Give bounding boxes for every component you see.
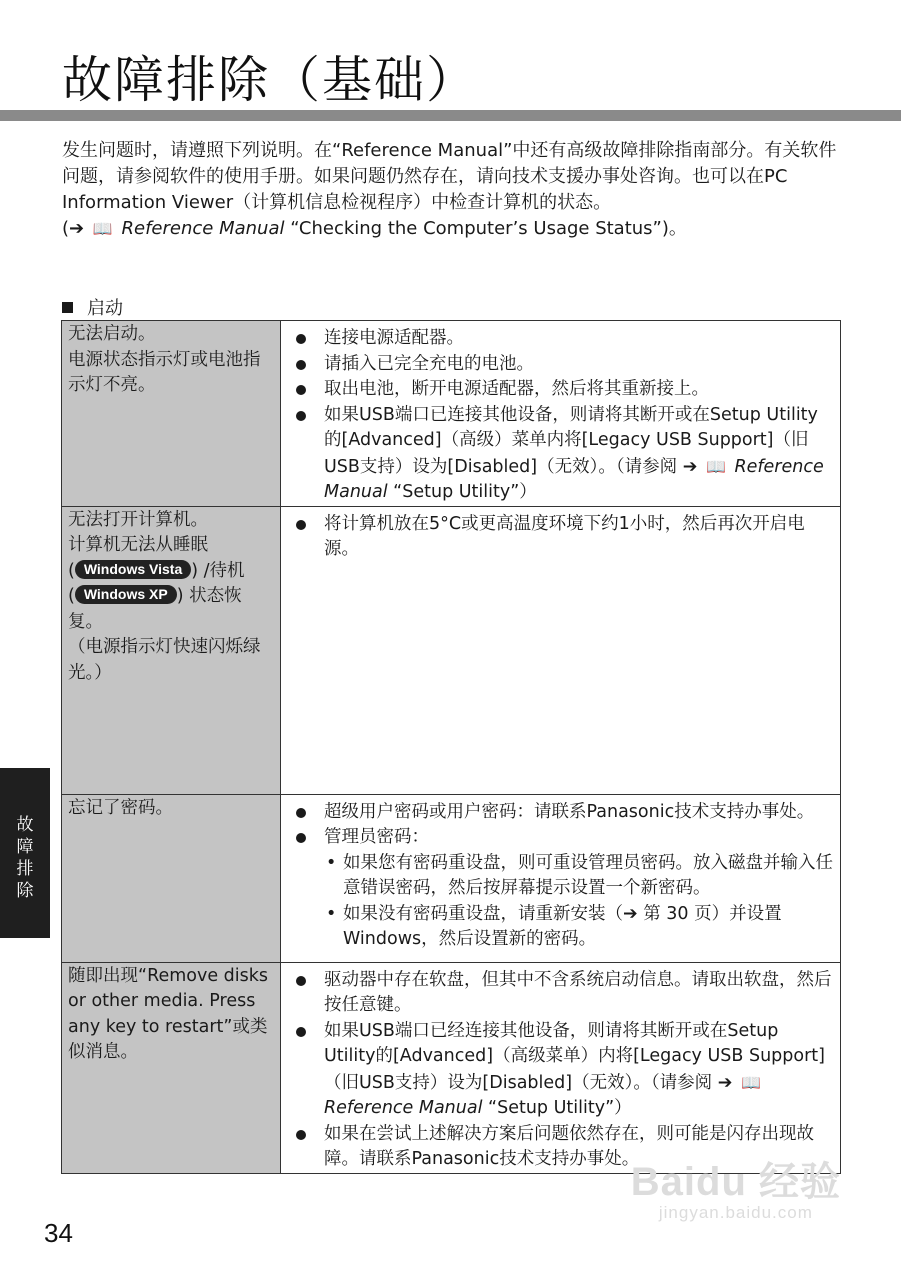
table-row xyxy=(62,794,841,962)
solution-list xyxy=(293,968,834,1173)
ref-topic: “Setup Utility”） xyxy=(393,482,537,502)
list-item xyxy=(293,403,834,506)
right-arrow-icon: ➔ xyxy=(682,456,698,477)
symptom-text: 电源状态指示灯或电池指示灯不亮。 xyxy=(68,349,261,395)
ref-manual-title: Reference Manual xyxy=(324,1098,483,1118)
list-item xyxy=(293,825,834,953)
solution-list xyxy=(293,512,834,563)
sub-list-item: • 如果没有密码重设盘，请重新安装（➔ 第 30 页）并设置Windows，然后设置新的密码。 xyxy=(324,902,834,953)
symptom-text: 忘记了密码。 xyxy=(68,797,173,818)
list-item: 将计算机放在5°C或更高温度环境下约1小时，然后再次开启电源。 xyxy=(293,512,834,563)
symptom-text: （电源指示灯快速闪烁绿光。） xyxy=(68,637,261,683)
intro-text: 发生问题时，请遵照下列说明。在“Reference Manual”中还有高级故障排除指南部分。有关软件问题，请参阅软件的使用手册。如果问题仍然存在，请向技术支援办事处咨询。也可以在PC Information Viewer（计算机信息检视程序）中检查计算机的状态。 xyxy=(62,140,837,213)
page-number: 34 xyxy=(44,1218,73,1248)
symptom-text: ) /待机 xyxy=(191,560,245,581)
symptom-text: ) 状态恢复。 xyxy=(68,586,242,632)
list-item: 请插入已完全充电的电池。 xyxy=(293,352,834,378)
symptom-text: 随即出现“Remove disks or other media. Press any key to restart”或类似消息。 xyxy=(68,965,268,1062)
book-icon: 📖 xyxy=(740,1072,761,1092)
solution-cell xyxy=(281,962,841,1173)
title-underline-bar xyxy=(0,110,901,121)
table-row xyxy=(62,321,841,507)
book-icon: 📖 xyxy=(705,456,726,476)
item-text: 管理员密码： xyxy=(324,827,429,847)
windows-vista-badge: Windows Vista xyxy=(75,560,191,579)
symptom-text: 无法打开计算机。 xyxy=(68,509,208,530)
table-row xyxy=(62,506,841,794)
symptom-text: 计算机无法从睡眠 xyxy=(68,535,208,555)
side-tab-char: 除 xyxy=(16,881,34,901)
ref-topic: “Checking the Computer’s Usage Status”)。 xyxy=(290,218,687,239)
solution-cell xyxy=(281,321,841,507)
book-icon: 📖 xyxy=(92,219,113,238)
sub-list xyxy=(324,851,834,953)
symptom-line: ( Windows Vista ) /待机 xyxy=(68,560,245,581)
windows-xp-badge: Windows XP xyxy=(75,585,177,604)
side-tab-char: 障 xyxy=(16,837,34,857)
list-item xyxy=(293,1019,834,1122)
solution-list xyxy=(293,800,834,953)
troubleshooting-table xyxy=(61,320,841,1174)
solution-list xyxy=(293,326,834,506)
list-item: 驱动器中存在软盘，但其中不含系统启动信息。请取出软盘，然后按任意键。 xyxy=(293,968,834,1019)
symptom-cell xyxy=(62,962,281,1173)
sub-list-item: • 如果您有密码重设盘，则可重设管理员密码。放入磁盘并输入任意错误密码，然后按屏幕提示设置一个新密码。 xyxy=(324,851,834,902)
item-text: 如果USB端口已连接其他设备，则请将其断开或在Setup Utility的[Advanced]（高级）菜单内将[Legacy USB Support]（旧USB支持）设为[Disabled]（无效）。（请参阅 xyxy=(324,404,818,477)
list-item: 如果在尝试上述解决方案后问题依然存在，则可能是闪存出现故障。请联系Panasonic技术支持办事处。 xyxy=(293,1122,834,1173)
page-title: 故障排除（基础） xyxy=(62,51,478,109)
intro-reference xyxy=(62,216,842,242)
list-item: 连接电源适配器。 xyxy=(293,326,834,352)
square-bullet-icon xyxy=(62,302,73,313)
symptom-text: 无法启动。 xyxy=(68,324,156,344)
watermark-brand: Baidu 经验 xyxy=(630,1160,841,1204)
symptom-cell xyxy=(62,794,281,962)
item-text: 如果USB端口已经连接其他设备，则请将其断开或在Setup Utility的[Advanced]（高级菜单）内将[Legacy USB Support]（旧USB支持）设为[Disabled]（无效）。（请参阅 xyxy=(324,1020,825,1093)
ref-manual-title: Reference Manual xyxy=(121,218,285,239)
side-tab-char: 故 xyxy=(16,815,34,835)
list-item: 超级用户密码或用户密码：请联系Panasonic技术支持办事处。 xyxy=(293,800,834,826)
symptom-line: ( Windows XP ) 状态恢复。 xyxy=(68,586,242,632)
right-arrow-icon: ➔ xyxy=(717,1072,733,1093)
watermark-url: jingyan.baidu.com xyxy=(658,1203,813,1222)
side-tab-char: 排 xyxy=(16,859,34,879)
solution-cell xyxy=(281,794,841,962)
list-item: 取出电池，断开电源适配器，然后将其重新接上。 xyxy=(293,377,834,403)
solution-cell xyxy=(281,506,841,794)
ref-arrow: (➔ xyxy=(62,218,85,239)
side-chapter-tab xyxy=(0,768,50,938)
ref-manual-title: Reference Manual xyxy=(324,456,824,502)
symptom-cell xyxy=(62,506,281,794)
intro-paragraph xyxy=(62,138,842,242)
section-label: 启动 xyxy=(87,298,123,319)
baidu-watermark xyxy=(631,1150,841,1223)
symptom-cell xyxy=(62,321,281,507)
table-row xyxy=(62,962,841,1173)
ref-topic: “Setup Utility”） xyxy=(488,1098,632,1118)
section-heading xyxy=(62,294,123,320)
